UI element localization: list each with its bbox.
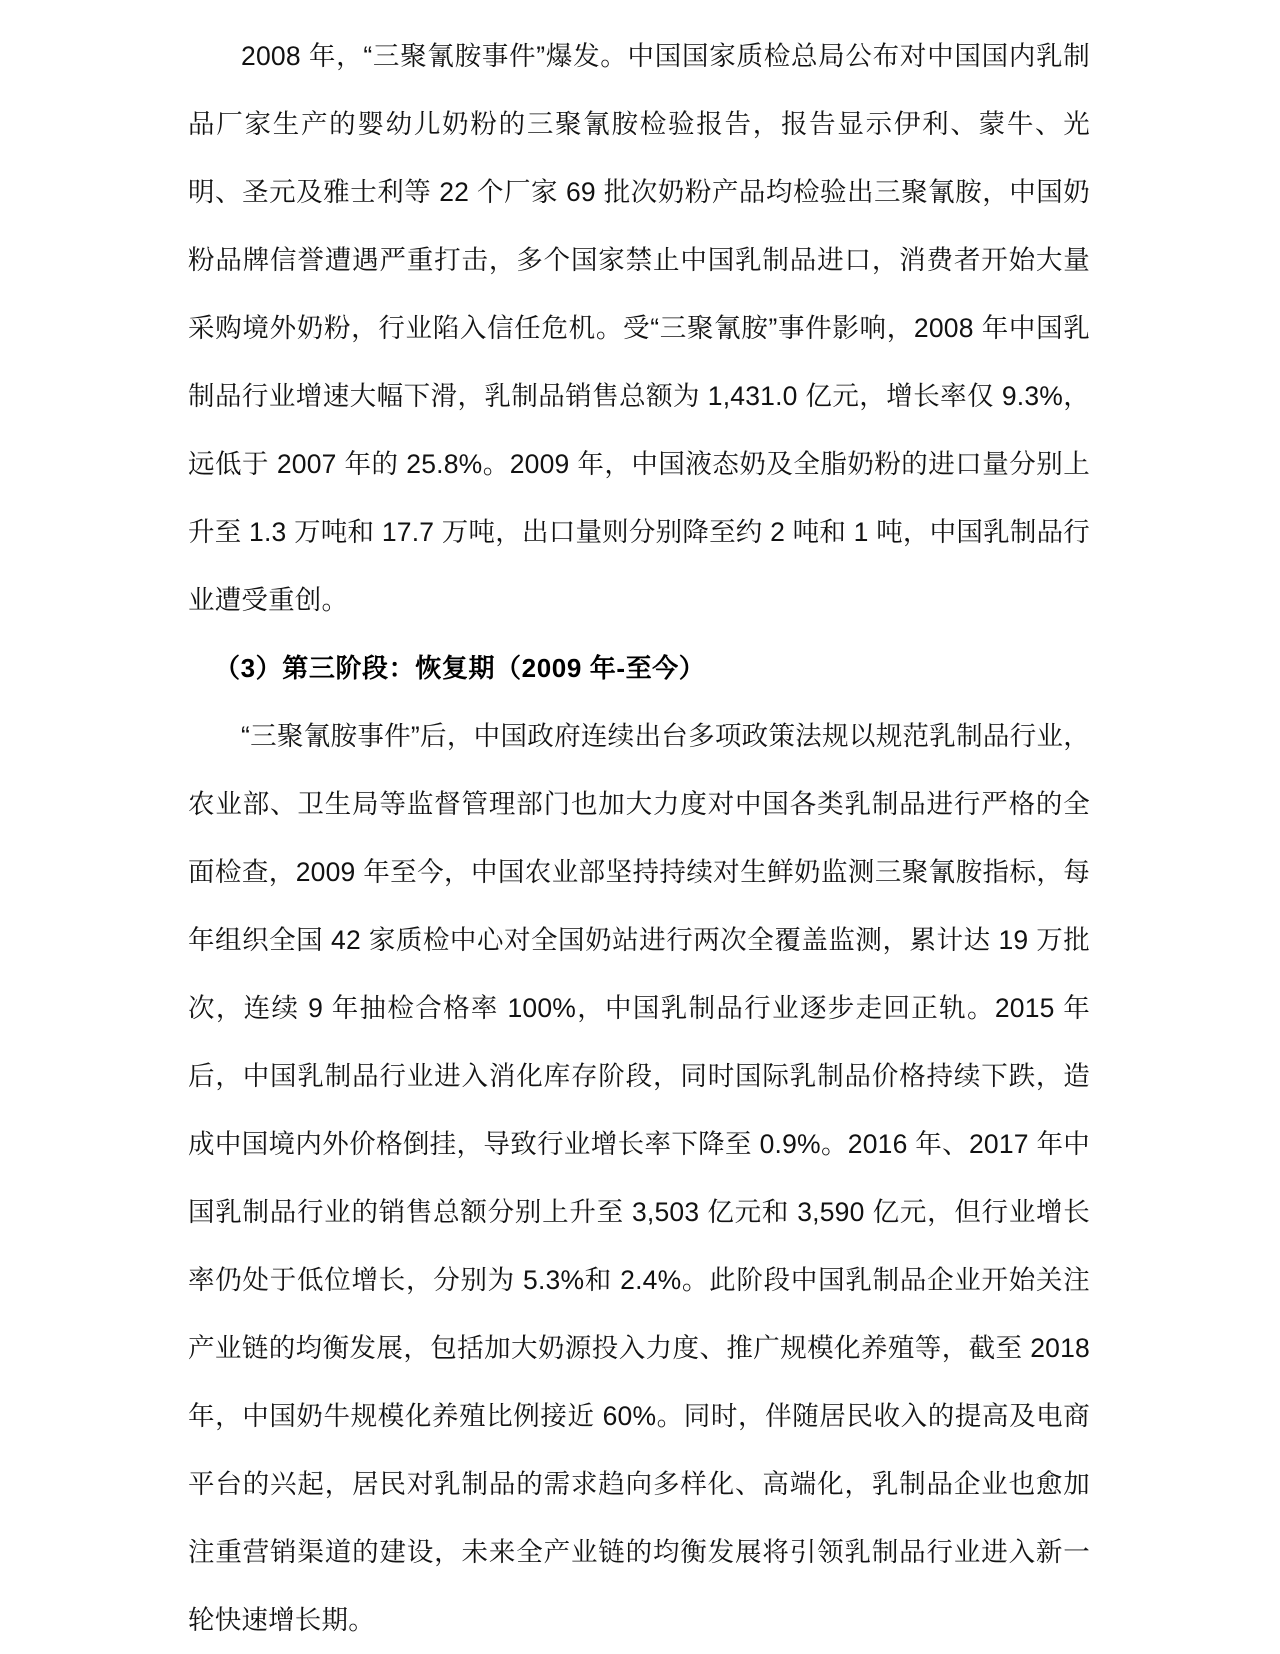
document-text-column: [188, 22, 1090, 1654]
heading-phase-three: （3）第三阶段：恢复期（2009 年-至今）: [214, 653, 706, 683]
paragraph-recovery-phase: “三聚氰胺事件”后，中国政府连续出台多项政策法规以规范乳制品行业，农业部、卫生局等监督管理部门也加大力度对中国各类乳制品进行严格的全面检查，2009 年至今，中国农业部坚持持续对生鲜奶监测三聚氰胺指标，每年组织全国 42 家质检中心对全国奶站进行两次全覆盖监测，累计达 19 万批次，连续 9 年抽检合格率 100%，中国乳制品行业逐步走回正轨。2015 年后，中国乳制品行业进入消化库存阶段，同时国际乳制品价格持续下跌，造成中国境内外价格倒挂，导致行业增长率下降至 0.9%。2016 年、2017 年中国乳制品行业的销售总额分别上升至 3,503 亿元和 3,590 亿元，但行业增长率仍处于低位增长，分别为 5.3%和 2.4%。此阶段中国乳制品企业开始关注产业链的均衡发展，包括加大奶源投入力度、推广规模化养殖等，截至 2018 年，中国奶牛规模化养殖比例接近 60%。同时，伴随居民收入的提高及电商平台的兴起，居民对乳制品的需求趋向多样化、高端化，乳制品企业也愈加注重营销渠道的建设，未来全产业链的均衡发展将引领乳制品行业进入新一轮快速增长期。: [188, 721, 1090, 1635]
paragraph-melamine-incident: 2008 年，“三聚氰胺事件”爆发。中国国家质检总局公布对中国国内乳制品厂家生产的婴幼儿奶粉的三聚氰胺检验报告，报告显示伊利、蒙牛、光明、圣元及雅士利等 22 个厂家 69 批次奶粉产品均检验出三聚氰胺，中国奶粉品牌信誉遭遇严重打击，多个国家禁止中国乳制品进口，消费者开始大量采购境外奶粉，行业陷入信任危机。受“三聚氰胺”事件影响，2008 年中国乳制品行业增速大幅下滑，乳制品销售总额为 1,431.0 亿元，增长率仅 9.3%，远低于 2007 年的 25.8%。2009 年，中国液态奶及全脂奶粉的进口量分别上升至 1.3 万吨和 17.7 万吨，出口量则分别降至约 2 吨和 1 吨，中国乳制品行业遭受重创。: [188, 41, 1090, 615]
